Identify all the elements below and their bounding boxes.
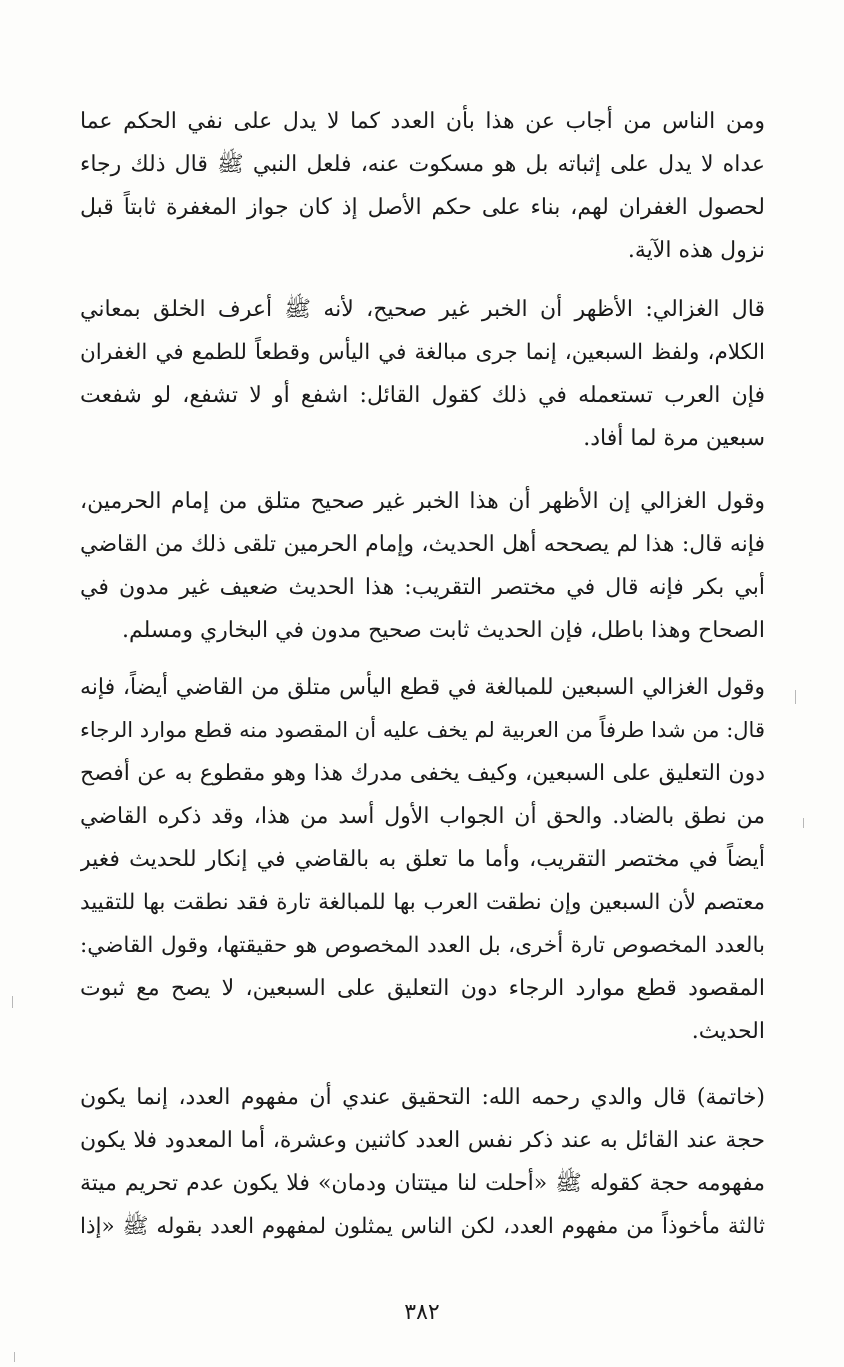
paragraph-3	[80, 480, 765, 652]
text-line: (خاتمة) قال والدي رحمه الله: التحقيق عندي أن مفهوم العدد، إنما يكون	[80, 1085, 765, 1110]
text-line: من نطق بالضاد. والحق أن الجواب الأول أسد من هذا، وقد ذكره القاضي	[80, 804, 765, 829]
paragraph-5	[80, 1076, 765, 1248]
text-line: حجة عند القائل به عند ذكر نفس العدد كاثنين وعشرة، أما المعدود فلا يكون	[80, 1128, 765, 1153]
paragraph-4	[80, 666, 765, 1053]
text-line: المقصود قطع موارد الرجاء دون التعليق على السبعين، لا يصح مع ثبوت	[80, 976, 765, 1001]
text-line: أبي بكر فإنه قال في مختصر التقريب: هذا الحديث ضعيف غير مدون في	[80, 575, 765, 600]
text-line: معتصم لأن السبعين وإن نطقت العرب بها للمبالغة تارة فقد نطقت بها للتقييد	[80, 890, 765, 915]
text-line: الكلام، ولفظ السبعين، إنما جرى مبالغة في اليأس وقطعاً للطمع في الغفران	[80, 340, 765, 365]
text-line: وقول الغزالي إن الأظهر أن هذا الخبر غير صحيح متلق من إمام الحرمين،	[80, 489, 765, 514]
text-line: ثالثة مأخوذاً من مفهوم العدد، لكن الناس يمثلون لمفهوم العدد بقوله ﷺ «إذا	[80, 1214, 765, 1239]
text-line: مفهومه حجة كقوله ﷺ «أحلت لنا ميتتان ودمان» فلا يكون عدم تحريم ميتة	[80, 1171, 765, 1196]
text-line: الصحاح وهذا باطل، فإن الحديث ثابت صحيح مدون في البخاري ومسلم.	[122, 618, 765, 643]
text-line: فإن العرب تستعمله في ذلك كقول القائل: اشفع أو لا تشفع، لو شفعت	[80, 383, 765, 408]
text-line: الحديث.	[691, 1019, 765, 1044]
scan-speck	[14, 1352, 15, 1362]
text-line: سبعين مرة لما أفاد.	[583, 426, 765, 451]
paragraph-1	[80, 100, 765, 272]
page-number: ٣٨٢	[404, 1300, 440, 1325]
text-line: ومن الناس من أجاب عن هذا بأن العدد كما لا يدل على نفي الحكم عما	[80, 109, 765, 134]
scan-speck	[12, 996, 13, 1008]
text-line: وقول الغزالي السبعين للمبالغة في قطع اليأس متلق من القاضي أيضاً، فإنه	[80, 675, 765, 700]
text-line: عداه لا يدل على إثباته بل هو مسكوت عنه، فلعل النبي ﷺ قال ذلك رجاء	[80, 152, 765, 177]
text-line: دون التعليق على السبعين، وكيف يخفى مدرك هذا وهو مقطوع به عن أفصح	[80, 761, 765, 786]
text-line: قال الغزالي: الأظهر أن الخبر غير صحيح، لأنه ﷺ أعرف الخلق بمعاني	[80, 297, 765, 322]
text-line: قال: من شدا طرفاً من العربية لم يخف عليه أن المقصود منه قطع موارد الرجاء	[80, 718, 765, 742]
paragraph-2	[80, 288, 765, 460]
text-line: بالعدد المخصوص تارة أخرى، بل العدد المخصوص هو حقيقتها، وقول القاضي:	[80, 933, 765, 958]
text-line: فإنه قال: هذا لم يصححه أهل الحديث، وإمام الحرمين تلقى ذلك من القاضي	[80, 532, 765, 557]
text-line: أيضاً في مختصر التقريب، وأما ما تعلق به بالقاضي في إنكار للحديث فغير	[80, 847, 765, 872]
text-line: لحصول الغفران لهم، بناء على حكم الأصل إذ كان جواز المغفرة ثابتاً قبل	[80, 195, 765, 220]
text-line: نزول هذه الآية.	[627, 238, 765, 263]
scan-speck	[803, 818, 804, 828]
scan-speck	[795, 690, 796, 704]
